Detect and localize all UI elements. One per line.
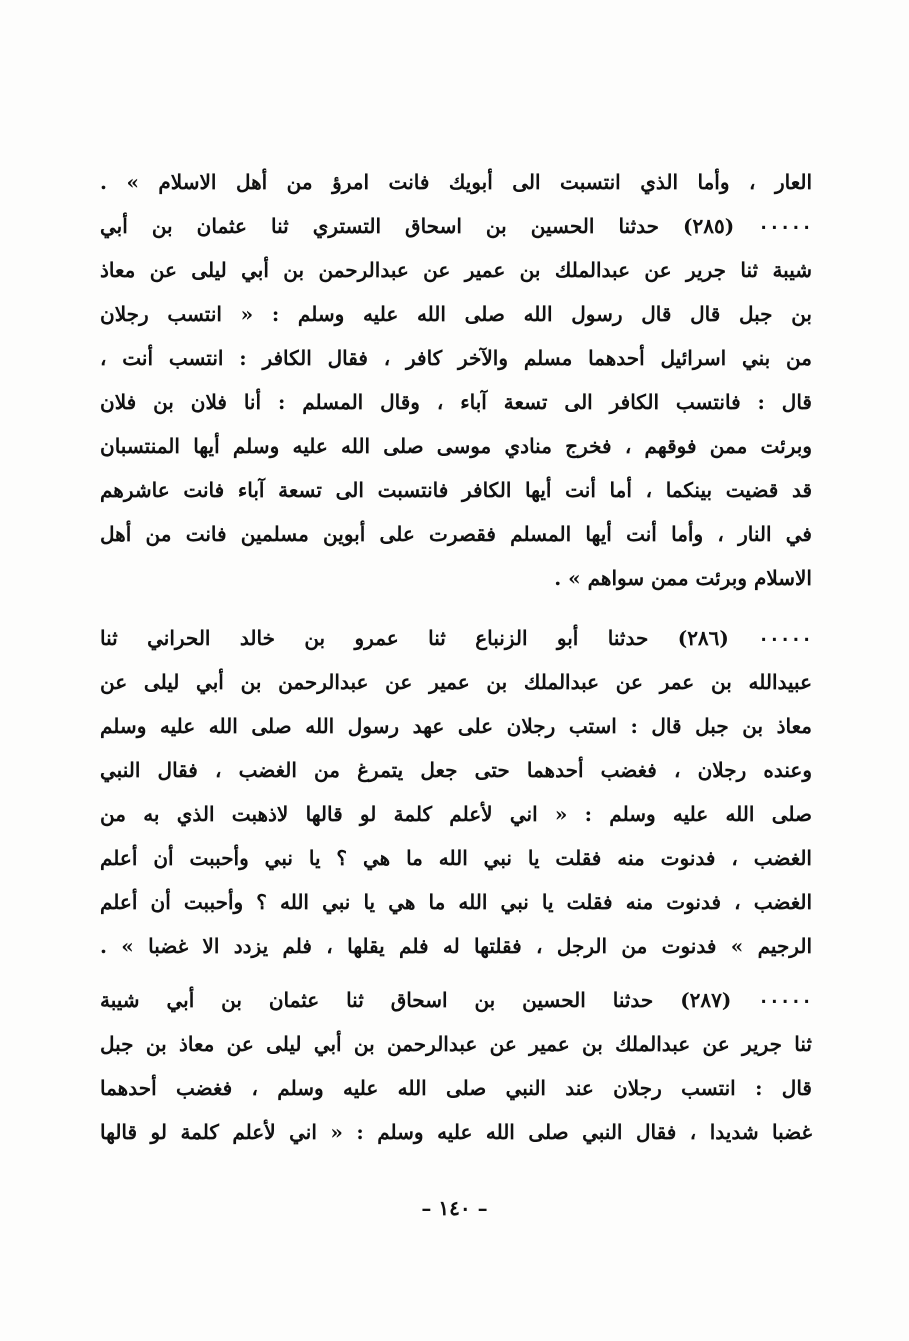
text-line: قال : فانتسب الكافر الى تسعة آباء ، وقال المسلم : أنا فلان بن فلان bbox=[100, 390, 812, 414]
text-line: قد قضيت بينكما ، أما أنت أيها الكافر فانتسبت الى تسعة آباء فانت عاشرهم bbox=[100, 478, 812, 502]
paragraph-hadith-286 bbox=[100, 616, 812, 968]
text-line: ثنا جرير عن عبدالملك بن عمير عن عبدالرحمن بن أبي ليلى عن معاذ بن جبل bbox=[100, 1032, 812, 1056]
text-line: الغضب ، فدنوت منه فقلت يا نبي الله ما هي ؟ يا نبي وأحببت أن أعلم bbox=[100, 846, 812, 870]
text-line: العار ، وأما الذي انتسبت الى أبويك فانت امرؤ من أهل الاسلام » . bbox=[100, 170, 812, 194]
paragraph-hadith-285 bbox=[100, 160, 812, 600]
text-line: ٠٠٠٠٠ (٢٨٥) حدثنا الحسين بن اسحاق التستري ثنا عثمان بن أبي bbox=[100, 214, 812, 238]
text-line: بن جبل قال قال رسول الله صلى الله عليه وسلم : « انتسب رجلان bbox=[100, 302, 812, 326]
text-line: معاذ بن جبل قال : استب رجلان على عهد رسول الله صلى الله عليه وسلم bbox=[100, 714, 812, 738]
text-line: الاسلام وبرئت ممن سواهم » . bbox=[554, 566, 812, 590]
text-line: ٠٠٠٠٠ (٢٨٧) حدثنا الحسين بن اسحاق ثنا عثمان بن أبي شيبة bbox=[100, 988, 812, 1012]
text-line: صلى الله عليه وسلم : « اني لأعلم كلمة لو قالها لاذهبت الذي به من bbox=[100, 802, 812, 826]
text-line: غضبا شديدا ، فقال النبي صلى الله عليه وسلم : « اني لأعلم كلمة لو قالها bbox=[100, 1120, 812, 1144]
text-line: في النار ، وأما أنت أيها المسلم فقصرت على أبوين مسلمين فانت من أهل bbox=[100, 522, 812, 546]
text-line: وبرئت ممن فوقهم ، فخرج منادي موسى صلى الله عليه وسلم أيها المنتسبان bbox=[100, 434, 812, 458]
text-line: الرجيم » فدنوت من الرجل ، فقلتها له فلم يقلها ، فلم يزدد الا غضبا » . bbox=[100, 934, 812, 958]
text-line: من بني اسرائيل أحدهما مسلم والآخر كافر ، فقال الكافر : انتسب أنت ، bbox=[100, 346, 812, 370]
text-line: ٠٠٠٠٠ (٢٨٦) حدثنا أبو الزنباع ثنا عمرو بن خالد الحراني ثنا bbox=[100, 626, 812, 650]
text-line: وعنده رجلان ، فغضب أحدهما حتى جعل يتمرغ من الغضب ، فقال النبي bbox=[100, 758, 812, 782]
page-number: – ١٤٠ – bbox=[421, 1196, 488, 1220]
text-line: عبيدالله بن عمر عن عبدالملك بن عمير عن عبدالرحمن بن أبي ليلى عن bbox=[100, 670, 812, 694]
paragraph-hadith-287 bbox=[100, 978, 812, 1154]
text-line: الغضب ، فدنوت منه فقلت يا نبي الله ما هي يا نبي الله ؟ وأحببت أن أعلم bbox=[100, 890, 812, 914]
text-line: قال : انتسب رجلان عند النبي صلى الله عليه وسلم ، فغضب أحدهما bbox=[100, 1076, 812, 1100]
text-line: شيبة ثنا جرير عن عبدالملك بن عمير عن عبدالرحمن بن أبي ليلى عن معاذ bbox=[100, 258, 812, 282]
